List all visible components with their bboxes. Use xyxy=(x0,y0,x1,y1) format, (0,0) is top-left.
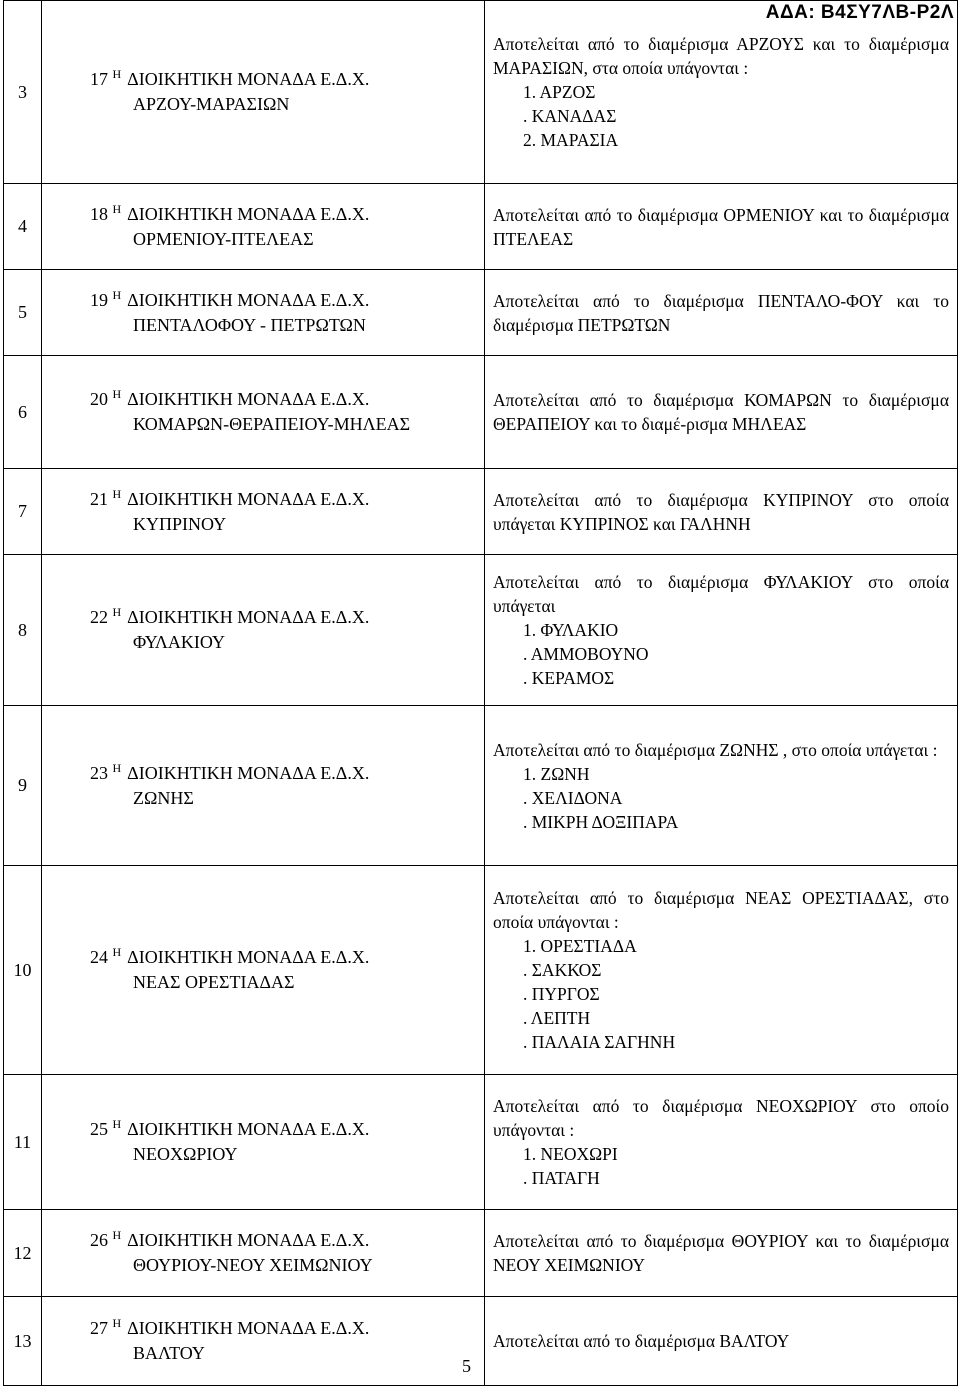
unit-label: ΔΙΟΙΚΗΤΙΚΗ ΜΟΝΑΔΑ Ε.Δ.Χ. xyxy=(127,289,370,310)
list-item: . ΠΥΡΓΟΣ xyxy=(523,984,600,1004)
description-cell xyxy=(485,1,958,184)
unit-ordinal: 21 xyxy=(90,488,108,509)
unit-label: ΔΙΟΙΚΗΤΙΚΗ ΜΟΝΑΔΑ Ε.Δ.Χ. xyxy=(127,69,370,89)
unit-ordinal-suffix: Η xyxy=(112,287,122,302)
description-cell xyxy=(485,469,958,555)
unit-ordinal: 27 xyxy=(90,1318,108,1338)
unit-ordinal: 19 xyxy=(90,289,108,310)
table-row xyxy=(4,555,958,706)
unit-name: ΝΕΑΣ ΟΡΕΣΤΙΑΔΑΣ xyxy=(133,972,295,992)
unit-ordinal: 25 xyxy=(90,1119,108,1139)
unit-title xyxy=(90,201,484,225)
unit-name: ΑΡΖΟΥ-ΜΑΡΑΣΙΩΝ xyxy=(133,94,290,114)
unit-name: ΘΟΥΡΙΟΥ-ΝΕΟΥ ΧΕΙΜΩΝΙΟΥ xyxy=(133,1255,373,1275)
description-text: Αποτελείται από το διαμέρισμα ΟΡΜΕΝΙΟΥ και το διαμέρισμα ΠΤΕΛΕΑΣ xyxy=(493,204,949,249)
unit-cell xyxy=(42,184,485,270)
unit-ordinal: 26 xyxy=(90,1230,108,1250)
unit-ordinal: 23 xyxy=(90,762,108,783)
unit-ordinal: 17 xyxy=(90,69,108,89)
row-number: 5 xyxy=(4,270,42,356)
unit-name: ΒΑΛΤΟΥ xyxy=(133,1343,205,1363)
row-number: 9 xyxy=(4,706,42,866)
unit-title xyxy=(90,1230,484,1251)
unit-label: ΔΙΟΙΚΗΤΙΚΗ ΜΟΝΑΔΑ Ε.Δ.Χ. xyxy=(127,1318,370,1338)
unit-name: ΚΥΠΡΙΝΟΥ xyxy=(133,513,227,534)
unit-label: ΔΙΟΙΚΗΤΙΚΗ ΜΟΝΑΔΑ Ε.Δ.Χ. xyxy=(127,947,370,967)
table-row xyxy=(4,1210,958,1297)
description-cell xyxy=(485,1210,958,1297)
row-number: 3 xyxy=(4,1,42,184)
description-cell xyxy=(485,184,958,270)
unit-ordinal-suffix: Η xyxy=(112,1117,122,1131)
unit-label: ΔΙΟΙΚΗΤΙΚΗ ΜΟΝΑΔΑ Ε.Δ.Χ. xyxy=(127,1230,370,1250)
page-number: 5 xyxy=(462,1356,471,1376)
row-number: 7 xyxy=(4,469,42,555)
unit-label: ΔΙΟΙΚΗΤΙΚΗ ΜΟΝΑΔΑ Ε.Δ.Χ. xyxy=(127,488,370,509)
row-number: 13 xyxy=(4,1297,42,1386)
description-text: Αποτελείται από το διαμέρισμα ΚΟΜΑΡΩΝ το διαμέρισμα ΘΕΡΑΠΕΙΟΥ και το διαμέ-ρισμα ΜΗΛΕΑΣ xyxy=(493,390,949,434)
unit-ordinal: 20 xyxy=(90,389,108,409)
unit-name: ΦΥΛΑΚΙΟΥ xyxy=(133,632,225,652)
unit-label: ΔΙΟΙΚΗΤΙΚΗ ΜΟΝΑΔΑ Ε.Δ.Χ. xyxy=(127,1119,370,1139)
description-text: Αποτελείται από το διαμέρισμα ΑΡΖΟΥΣ και το διαμέρισμα ΜΑΡΑΣΙΩΝ, στα οποία υπάγονται : xyxy=(493,34,949,78)
unit-ordinal-suffix: Η xyxy=(112,605,122,619)
description-text: Αποτελείται από το διαμέρισμα ΖΩΝΗΣ , στο οποία υπάγεται : xyxy=(493,739,938,760)
unit-title xyxy=(90,760,484,784)
list-item: . ΑΜΜΟΒΟΥΝΟ xyxy=(523,644,649,664)
unit-cell xyxy=(42,1210,485,1297)
unit-cell xyxy=(42,356,485,469)
unit-ordinal-suffix: Η xyxy=(112,1316,122,1330)
description-text: Αποτελείται από το διαμέρισμα ΦΥΛΑΚΙΟΥ στο οποία υπάγεται xyxy=(493,572,949,616)
description-cell xyxy=(485,270,958,356)
list-item: . ΣΑΚΚΟΣ xyxy=(523,960,602,980)
unit-cell xyxy=(42,1,485,184)
unit-cell xyxy=(42,706,485,866)
list-item: 1. ΑΡΖΟΣ xyxy=(523,82,596,102)
description-cell xyxy=(485,356,958,469)
unit-ordinal-suffix: Η xyxy=(112,945,122,959)
unit-name: ΟΡΜΕΝΙΟΥ-ΠΤΕΛΕΑΣ xyxy=(133,228,314,249)
row-number: 11 xyxy=(4,1075,42,1210)
row-number: 8 xyxy=(4,555,42,706)
table-row xyxy=(4,706,958,866)
unit-cell xyxy=(42,1075,485,1210)
unit-title xyxy=(90,486,484,510)
description-cell xyxy=(485,866,958,1075)
description-cell xyxy=(485,706,958,866)
list-item: 1. ΟΡΕΣΤΙΑΔΑ xyxy=(523,936,637,956)
unit-name: ΚΟΜΑΡΩΝ-ΘΕΡΑΠΕΙΟΥ-ΜΗΛΕΑΣ xyxy=(133,414,411,434)
unit-ordinal: 24 xyxy=(90,947,108,967)
row-number: 10 xyxy=(4,866,42,1075)
unit-label: ΔΙΟΙΚΗΤΙΚΗ ΜΟΝΑΔΑ Ε.Δ.Χ. xyxy=(127,203,370,224)
unit-title xyxy=(90,947,484,968)
unit-title xyxy=(90,69,484,90)
description-text: Αποτελείται από το διαμέρισμα ΚΥΠΡΙΝΟΥ στο οποία υπάγεται ΚΥΠΡΙΝΟΣ και ΓΑΛΗΝΗ xyxy=(493,489,949,534)
list-item: 2. ΜΑΡΑΣΙΑ xyxy=(523,130,619,150)
table-row xyxy=(4,270,958,356)
unit-ordinal-suffix: Η xyxy=(112,201,122,216)
list-item: 1. ΖΩΝΗ xyxy=(523,763,590,784)
list-item: . ΠΑΤΑΓΗ xyxy=(523,1168,600,1188)
description-cell xyxy=(485,1075,958,1210)
description-text: Αποτελείται από το διαμέρισμα ΝΕΟΧΩΡΙΟΥ στο οποίο υπάγονται : xyxy=(493,1096,949,1140)
unit-title xyxy=(90,287,484,311)
unit-ordinal: 18 xyxy=(90,203,108,224)
table-row xyxy=(4,1075,958,1210)
unit-cell xyxy=(42,469,485,555)
unit-label: ΔΙΟΙΚΗΤΙΚΗ ΜΟΝΑΔΑ Ε.Δ.Χ. xyxy=(127,607,370,627)
description-text: Αποτελείται από το διαμέρισμα ΠΕΝΤΑΛΟ-ΦΟΥ και το διαμέρισμα ΠΕΤΡΩΤΩΝ xyxy=(493,290,949,335)
unit-cell xyxy=(42,866,485,1075)
unit-ordinal-suffix: Η xyxy=(112,760,122,775)
unit-name: ΖΩΝΗΣ xyxy=(133,787,194,808)
document-ada-code: ΑΔΑ: Β4ΣΥ7ΛΒ-Ρ2Λ xyxy=(765,2,954,23)
list-item: . ΧΕΛΙΔΟΝΑ xyxy=(523,787,623,808)
description-text: Αποτελείται από το διαμέρισμα ΘΟΥΡΙΟΥ και το διαμέρισμα ΝΕΟΥ ΧΕΙΜΩΝΙΟΥ xyxy=(493,1231,949,1275)
table-row xyxy=(4,1,958,184)
table-row xyxy=(4,356,958,469)
list-item: . ΚΑΝΑΔΑΣ xyxy=(523,106,617,126)
row-number: 4 xyxy=(4,184,42,270)
list-item: 1. ΦΥΛΑΚΙΟ xyxy=(523,620,619,640)
row-number: 12 xyxy=(4,1210,42,1297)
admin-units-table xyxy=(3,0,958,1386)
unit-ordinal-suffix: Η xyxy=(112,67,122,81)
unit-label: ΔΙΟΙΚΗΤΙΚΗ ΜΟΝΑΔΑ Ε.Δ.Χ. xyxy=(127,389,370,409)
list-item: . ΜΙΚΡΗ ΔΟΞΙΠΑΡΑ xyxy=(523,811,679,832)
list-item: 1. ΝΕΟΧΩΡΙ xyxy=(523,1144,618,1164)
unit-ordinal: 22 xyxy=(90,607,108,627)
unit-cell xyxy=(42,270,485,356)
description-text: Αποτελείται από το διαμέρισμα ΝΕΑΣ ΟΡΕΣΤΙΑΔΑΣ, στο οποία υπάγονται : xyxy=(493,888,949,932)
row-number: 6 xyxy=(4,356,42,469)
unit-ordinal-suffix: Η xyxy=(112,1228,122,1242)
description-cell xyxy=(485,555,958,706)
unit-name: ΠΕΝΤΑΛΟΦΟΥ - ΠΕΤΡΩΤΩΝ xyxy=(133,314,366,335)
list-item: . ΚΕΡΑΜΟΣ xyxy=(523,668,615,688)
list-item: . ΛΕΠΤΗ xyxy=(523,1008,591,1028)
unit-title xyxy=(90,607,484,628)
unit-title xyxy=(90,1119,484,1140)
unit-title xyxy=(90,1318,484,1339)
table-row xyxy=(4,469,958,555)
unit-title xyxy=(90,389,484,410)
unit-cell xyxy=(42,555,485,706)
description-text: Αποτελείται από το διαμέρισμα ΒΑΛΤΟΥ xyxy=(493,1331,790,1351)
description-cell xyxy=(485,1297,958,1386)
unit-name: ΝΕΟΧΩΡΙΟΥ xyxy=(133,1144,238,1164)
unit-ordinal-suffix: Η xyxy=(112,486,122,501)
unit-label: ΔΙΟΙΚΗΤΙΚΗ ΜΟΝΑΔΑ Ε.Δ.Χ. xyxy=(127,762,370,783)
table-row xyxy=(4,866,958,1075)
unit-ordinal-suffix: Η xyxy=(112,387,122,401)
table-row xyxy=(4,1297,958,1386)
unit-cell xyxy=(42,1297,485,1386)
table-row xyxy=(4,184,958,270)
list-item: . ΠΑΛΑΙΑ ΣΑΓΗΝΗ xyxy=(523,1032,676,1052)
